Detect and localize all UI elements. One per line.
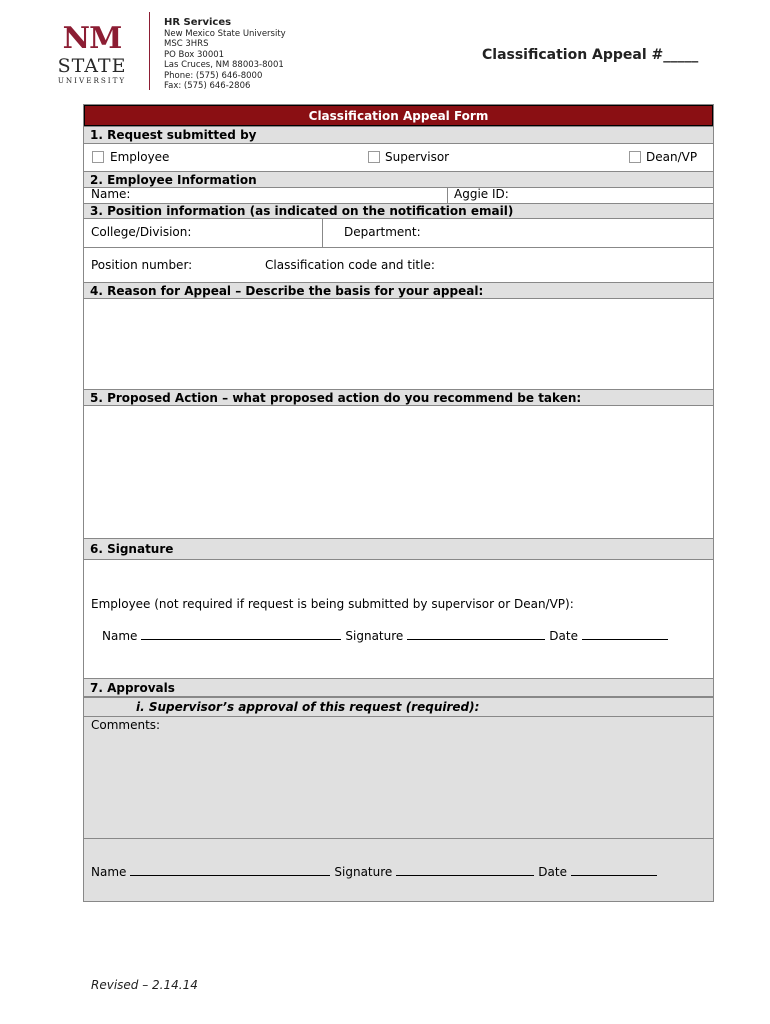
form-title: Classification Appeal Form [84,105,713,126]
logo-nm: NM [62,21,122,56]
employee-option-label: Employee [110,150,170,164]
address-line: Las Cruces, NM 88003-8001 [164,60,284,71]
supervisor-comments-textarea[interactable] [84,733,713,837]
section2-heading: 2. Employee Information [84,171,713,188]
section7-heading: 7. Approvals [84,678,713,697]
section4-heading: 4. Reason for Appeal – Describe the basis for your appeal: [84,282,713,299]
employee-name-label: Name [102,629,138,643]
address-line: PO Box 30001 [164,49,225,60]
header-divider [149,12,150,90]
employee-signature-note: Employee (not required if request is being submitted by supervisor or Dean/VP): [91,597,574,611]
org-name: HR Services [164,17,232,28]
supervisor-name-blank[interactable] [130,863,330,876]
college-department-divider [322,219,323,247]
name-aggie-divider [447,188,448,203]
appeal-number-label: Classification Appeal #_____ [482,47,699,63]
address-line: Fax: (575) 646-2806 [164,81,251,92]
supervisor-date-blank[interactable] [571,863,657,876]
college-field-label[interactable]: College/Division: [91,225,192,239]
employee-signature-line [102,627,672,643]
employee-signature-label: Signature [345,629,404,643]
aggie-id-field-label[interactable]: Aggie ID: [454,187,509,201]
proposed-action-textarea[interactable] [84,406,713,538]
comments-divider [84,838,713,839]
name-field-label[interactable]: Name: [91,187,131,201]
employee-checkbox[interactable] [92,151,104,163]
supervisor-option-label: Supervisor [385,150,450,164]
supervisor-date-label: Date [538,865,567,879]
position-number-field-label[interactable]: Position number: [91,258,193,272]
employee-date-label: Date [549,629,578,643]
supervisor-signature-blank[interactable] [396,863,534,876]
supervisor-name-label: Name [91,865,127,879]
hr-address-block [164,17,286,91]
reason-for-appeal-textarea[interactable] [84,299,713,389]
row-divider [84,247,713,248]
supervisor-signature-line [91,863,661,879]
classification-code-field-label[interactable]: Classification code and title: [265,258,435,272]
employee-date-blank[interactable] [582,627,668,640]
address-line: New Mexico State University [164,29,286,39]
address-line: Phone: (575) 646-8000 [164,70,263,81]
department-field-label[interactable]: Department: [344,225,421,239]
section1-heading: 1. Request submitted by [84,126,713,144]
section5-heading: 5. Proposed Action – what proposed action do you recommend be taken: [84,389,713,406]
deanvp-checkbox[interactable] [629,151,641,163]
appeal-form [83,104,714,902]
supervisor-checkbox[interactable] [368,151,380,163]
comments-label: Comments: [91,718,161,732]
logo-university: UNIVERSITY [57,76,127,85]
nmsu-logo [52,21,132,88]
logo-state: STATE [57,55,127,77]
section7-subheading: i. Supervisor’s approval of this request (required): [84,697,713,717]
deanvp-option-label: Dean/VP [646,150,698,164]
revised-date: Revised – 2.14.14 [91,978,198,992]
address-line: MSC 3HRS [164,39,209,50]
supervisor-signature-label: Signature [334,865,393,879]
section6-heading: 6. Signature [84,538,713,560]
employee-signature-blank[interactable] [407,627,545,640]
employee-name-blank[interactable] [141,627,341,640]
section3-heading: 3. Position information (as indicated on the notification email) [84,203,713,219]
